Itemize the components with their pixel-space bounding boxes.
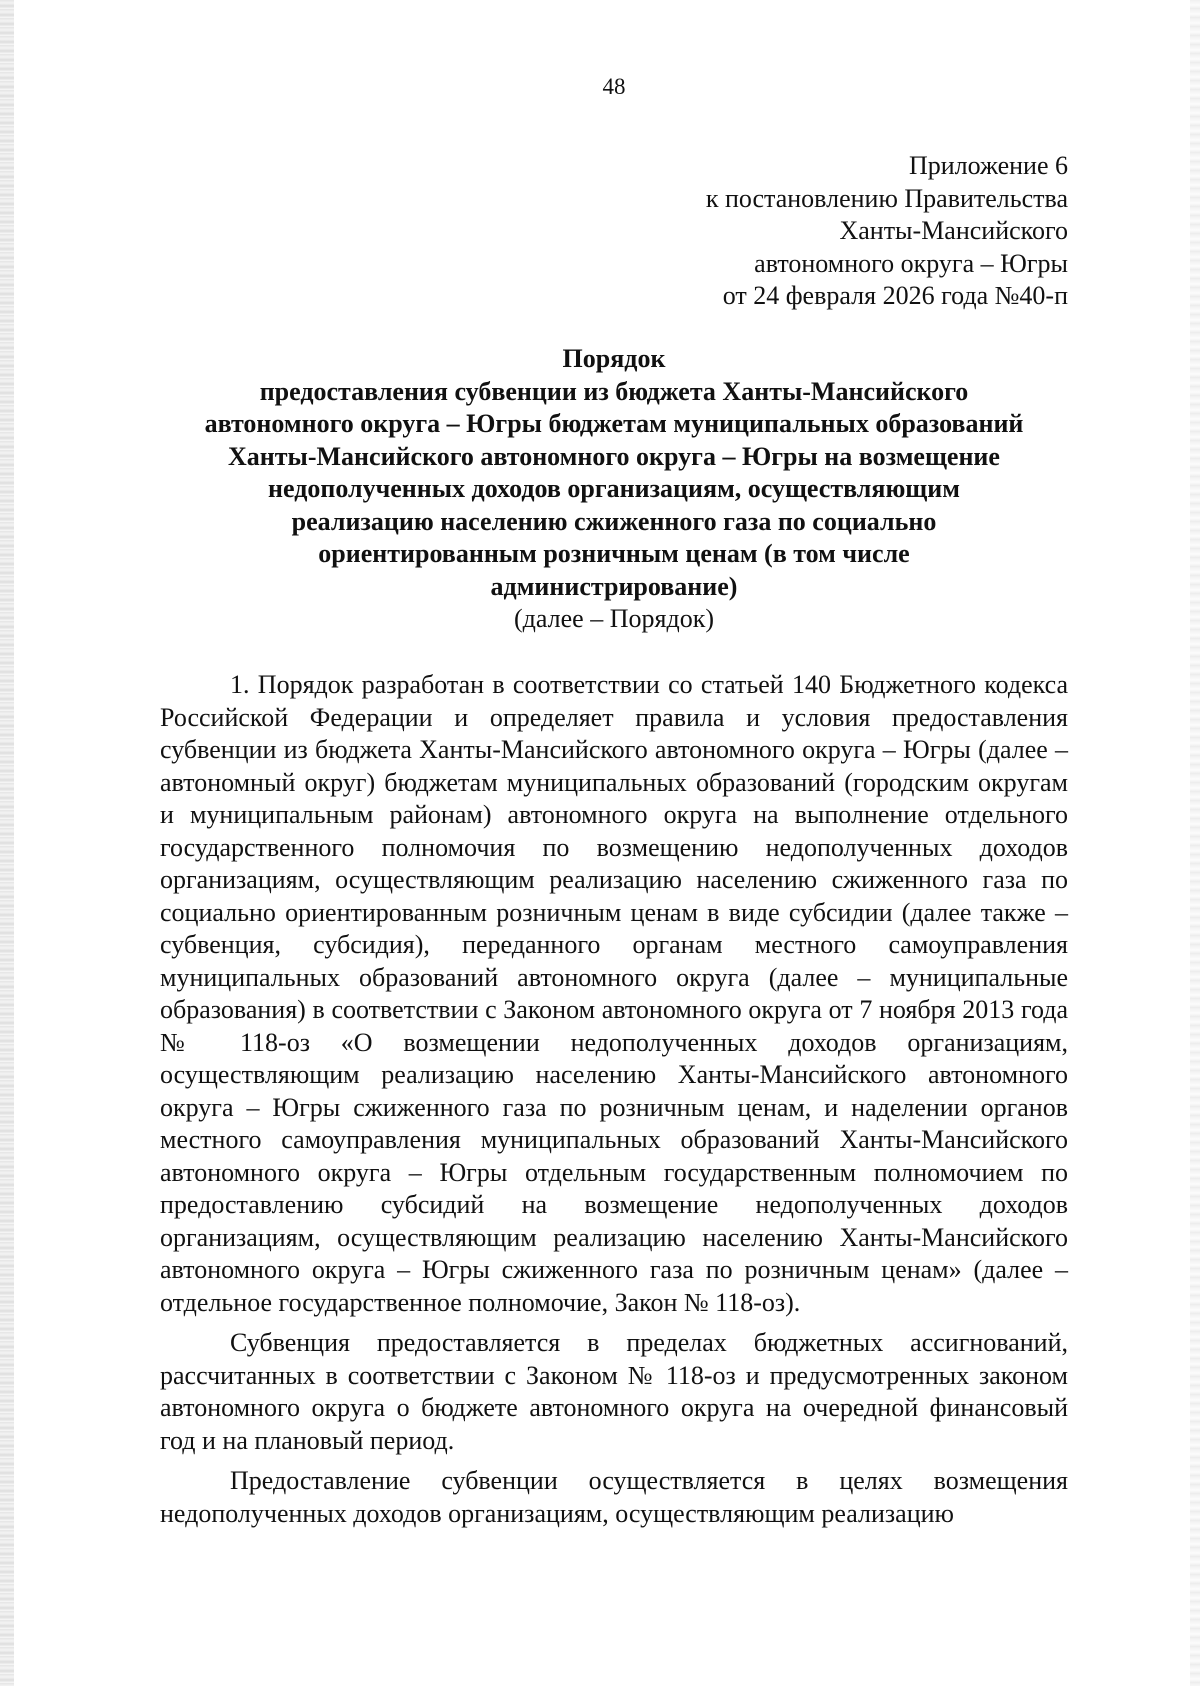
appendix-line: Приложение 6 [908, 151, 1068, 180]
scan-edge-right [1190, 0, 1200, 1686]
appendix-line: от 24 февраля 2026 года №40-п [722, 281, 1068, 310]
page-number: 48 [602, 74, 626, 99]
appendix-line: Ханты-Мансийского [839, 216, 1068, 245]
scan-edge-left [0, 0, 14, 1686]
document-title-block [160, 343, 1068, 636]
appendix-line: автономного округа – Югры [754, 248, 1068, 278]
body-paragraph: Предоставление субвенции осуществляется в целях возмещения недополученных доходов организациям, осуществляющим реализацию [160, 1466, 1068, 1528]
title-line: предоставления субвенции из бюджета Ханты-Мансийского [259, 376, 969, 406]
title-line: автономного округа – Югры бюджетам муниципальных образований [204, 409, 1024, 438]
document-heading: Порядок [562, 344, 666, 373]
appendix-line: к постановлению Правительства [705, 183, 1068, 213]
title-line: ориентированным розничным ценам (в том числе [318, 539, 910, 568]
body-paragraph: Субвенция предоставляется в пределах бюджетных ассигнований, рассчитанных в соответствии с Законом № 118-оз и предусмотренных законом автономного округа о бюджете автономного округа на очередной финансовый год и на плановый период. [160, 1328, 1068, 1455]
title-subtitle: (далее – Порядок) [514, 604, 714, 633]
title-line: администрирование) [490, 571, 738, 601]
body-paragraph: 1. Порядок разработан в соответствии со статьей 140 Бюджетного кодекса Российской Федерации и определяет правила и условия предоставления субвенции из бюджета Ханты-Мансийского автономного округа – Югры (далее – автономный округ) бюджетам муниципальных образований (городским округам и муниципальным районам) автономного округа на выполнение отдельного государственного полномочия по возмещению недополученных доходов организациям, осуществляющим реализацию населению сжиженного газа по социально ориентированным розничным ценам в виде субсидии (далее также – субвенция, субсидия), переданного органам местного самоуправления муниципальных образований автономного округа (далее – муниципальные образования) в соответствии с Законом автономного округа от 7 ноября 2013 года № 118-оз «О возмещении недополученных доходов организациям, осуществляющим реализацию населению Ханты-Мансийского автономного округа – Югры сжиженного газа по розничным ценам, и наделении органов местного самоуправления муниципальных образований Ханты-Мансийского автономного округа – Югры отдельным государственным полномочием по предоставлению субсидий на возмещение недополученных доходов организациям, осуществляющим реализацию населению Ханты-Мансийского автономного округа – Югры сжиженного газа по розничным ценам» (далее – отдельное государственное полномочие, Закон № 118-оз). [160, 670, 1068, 1317]
title-line: Ханты-Мансийского автономного округа – Югры на возмещение [228, 441, 1000, 471]
title-line: недополученных доходов организациям, осуществляющим [268, 474, 960, 503]
appendix-block [706, 150, 1068, 313]
title-line: реализацию населению сжиженного газа по социально [291, 506, 937, 536]
document-body [160, 669, 1068, 1538]
